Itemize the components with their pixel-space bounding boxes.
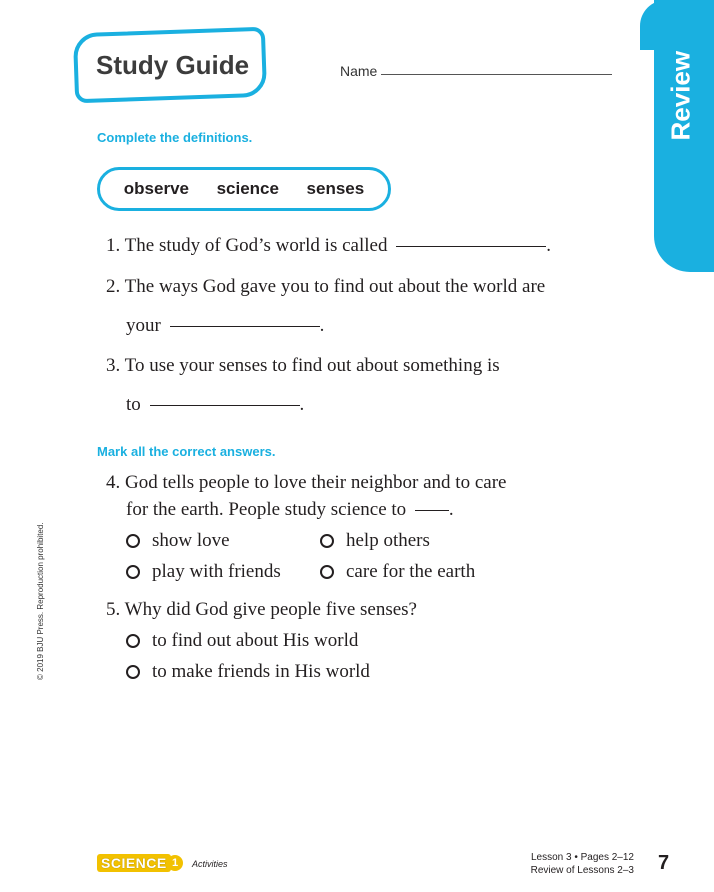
instruction-mark-answers: Mark all the correct answers.: [97, 444, 276, 459]
review-tab-label: Review: [665, 50, 696, 141]
question-3-line2: [126, 394, 304, 416]
question-text: Why did God give people five senses?: [124, 599, 417, 620]
radio-circle-icon[interactable]: [126, 634, 140, 648]
question-5: [106, 599, 417, 621]
answer-option[interactable]: [126, 630, 358, 652]
question-2-line2: [126, 315, 324, 337]
question-number: 4.: [106, 472, 121, 493]
word-bank-item: observe: [123, 179, 189, 198]
word-bank-item: science: [216, 179, 279, 198]
answer-blank[interactable]: [396, 245, 546, 247]
radio-circle-icon[interactable]: [126, 565, 140, 579]
question-2: [106, 276, 545, 298]
answer-blank[interactable]: [170, 325, 320, 327]
question-end: .: [448, 499, 454, 520]
option-label: play with friends: [152, 561, 281, 582]
question-end: .: [546, 235, 551, 256]
question-text: God tells people to love their neighbor and to care: [125, 472, 507, 493]
answer-option[interactable]: [126, 561, 281, 583]
question-text: to: [126, 394, 141, 415]
lesson-review: Review of Lessons 2–3: [530, 865, 634, 876]
name-label: Name: [340, 63, 378, 79]
instruction-complete-definitions: Complete the definitions.: [97, 130, 253, 145]
name-field-line[interactable]: [381, 74, 612, 75]
question-number: 5.: [106, 599, 121, 620]
question-text: your: [126, 315, 161, 336]
question-3: [106, 355, 500, 377]
question-text: for the earth. People study science to: [126, 499, 407, 520]
radio-circle-icon[interactable]: [126, 665, 140, 679]
question-end: .: [319, 315, 325, 336]
question-4: [106, 472, 506, 494]
option-label: to find out about His world: [152, 630, 359, 651]
page-number: 7: [658, 852, 670, 874]
word-bank: [97, 167, 391, 211]
question-number: 3.: [106, 355, 121, 376]
question-4-line2: [126, 499, 454, 521]
question-number: 1.: [106, 235, 121, 256]
footer-activities: Activities: [192, 859, 228, 869]
word-bank-item: senses: [306, 179, 365, 198]
answer-blank[interactable]: [415, 509, 449, 511]
question-number: 2.: [106, 276, 121, 297]
option-label: to make friends in His world: [152, 661, 370, 682]
answer-blank[interactable]: [150, 404, 300, 406]
lesson-pages: Lesson 3 • Pages 2–12: [530, 852, 634, 863]
radio-circle-icon[interactable]: [126, 534, 140, 548]
page-title: Study Guide: [96, 50, 250, 80]
question-text: The study of God’s world is called: [124, 235, 388, 256]
question-text: To use your senses to find out about something is: [124, 355, 500, 376]
option-label: show love: [152, 530, 230, 551]
answer-option[interactable]: [320, 530, 430, 552]
answer-option[interactable]: [126, 661, 370, 683]
question-end: .: [299, 394, 305, 415]
option-label: care for the earth: [346, 561, 476, 582]
footer-lesson-info: [531, 851, 634, 877]
radio-circle-icon[interactable]: [320, 565, 334, 579]
science-logo: SCIENCE: [97, 854, 171, 872]
radio-circle-icon[interactable]: [320, 534, 334, 548]
grade-badge: 1: [167, 855, 183, 871]
answer-option[interactable]: [126, 530, 230, 552]
question-text: The ways God gave you to find out about the world are: [124, 276, 546, 297]
copyright-notice: © 2019 BJU Press. Reproduction prohibited.: [36, 522, 45, 680]
option-label: help others: [346, 530, 430, 551]
question-1: [106, 235, 551, 257]
answer-option[interactable]: [320, 561, 475, 583]
